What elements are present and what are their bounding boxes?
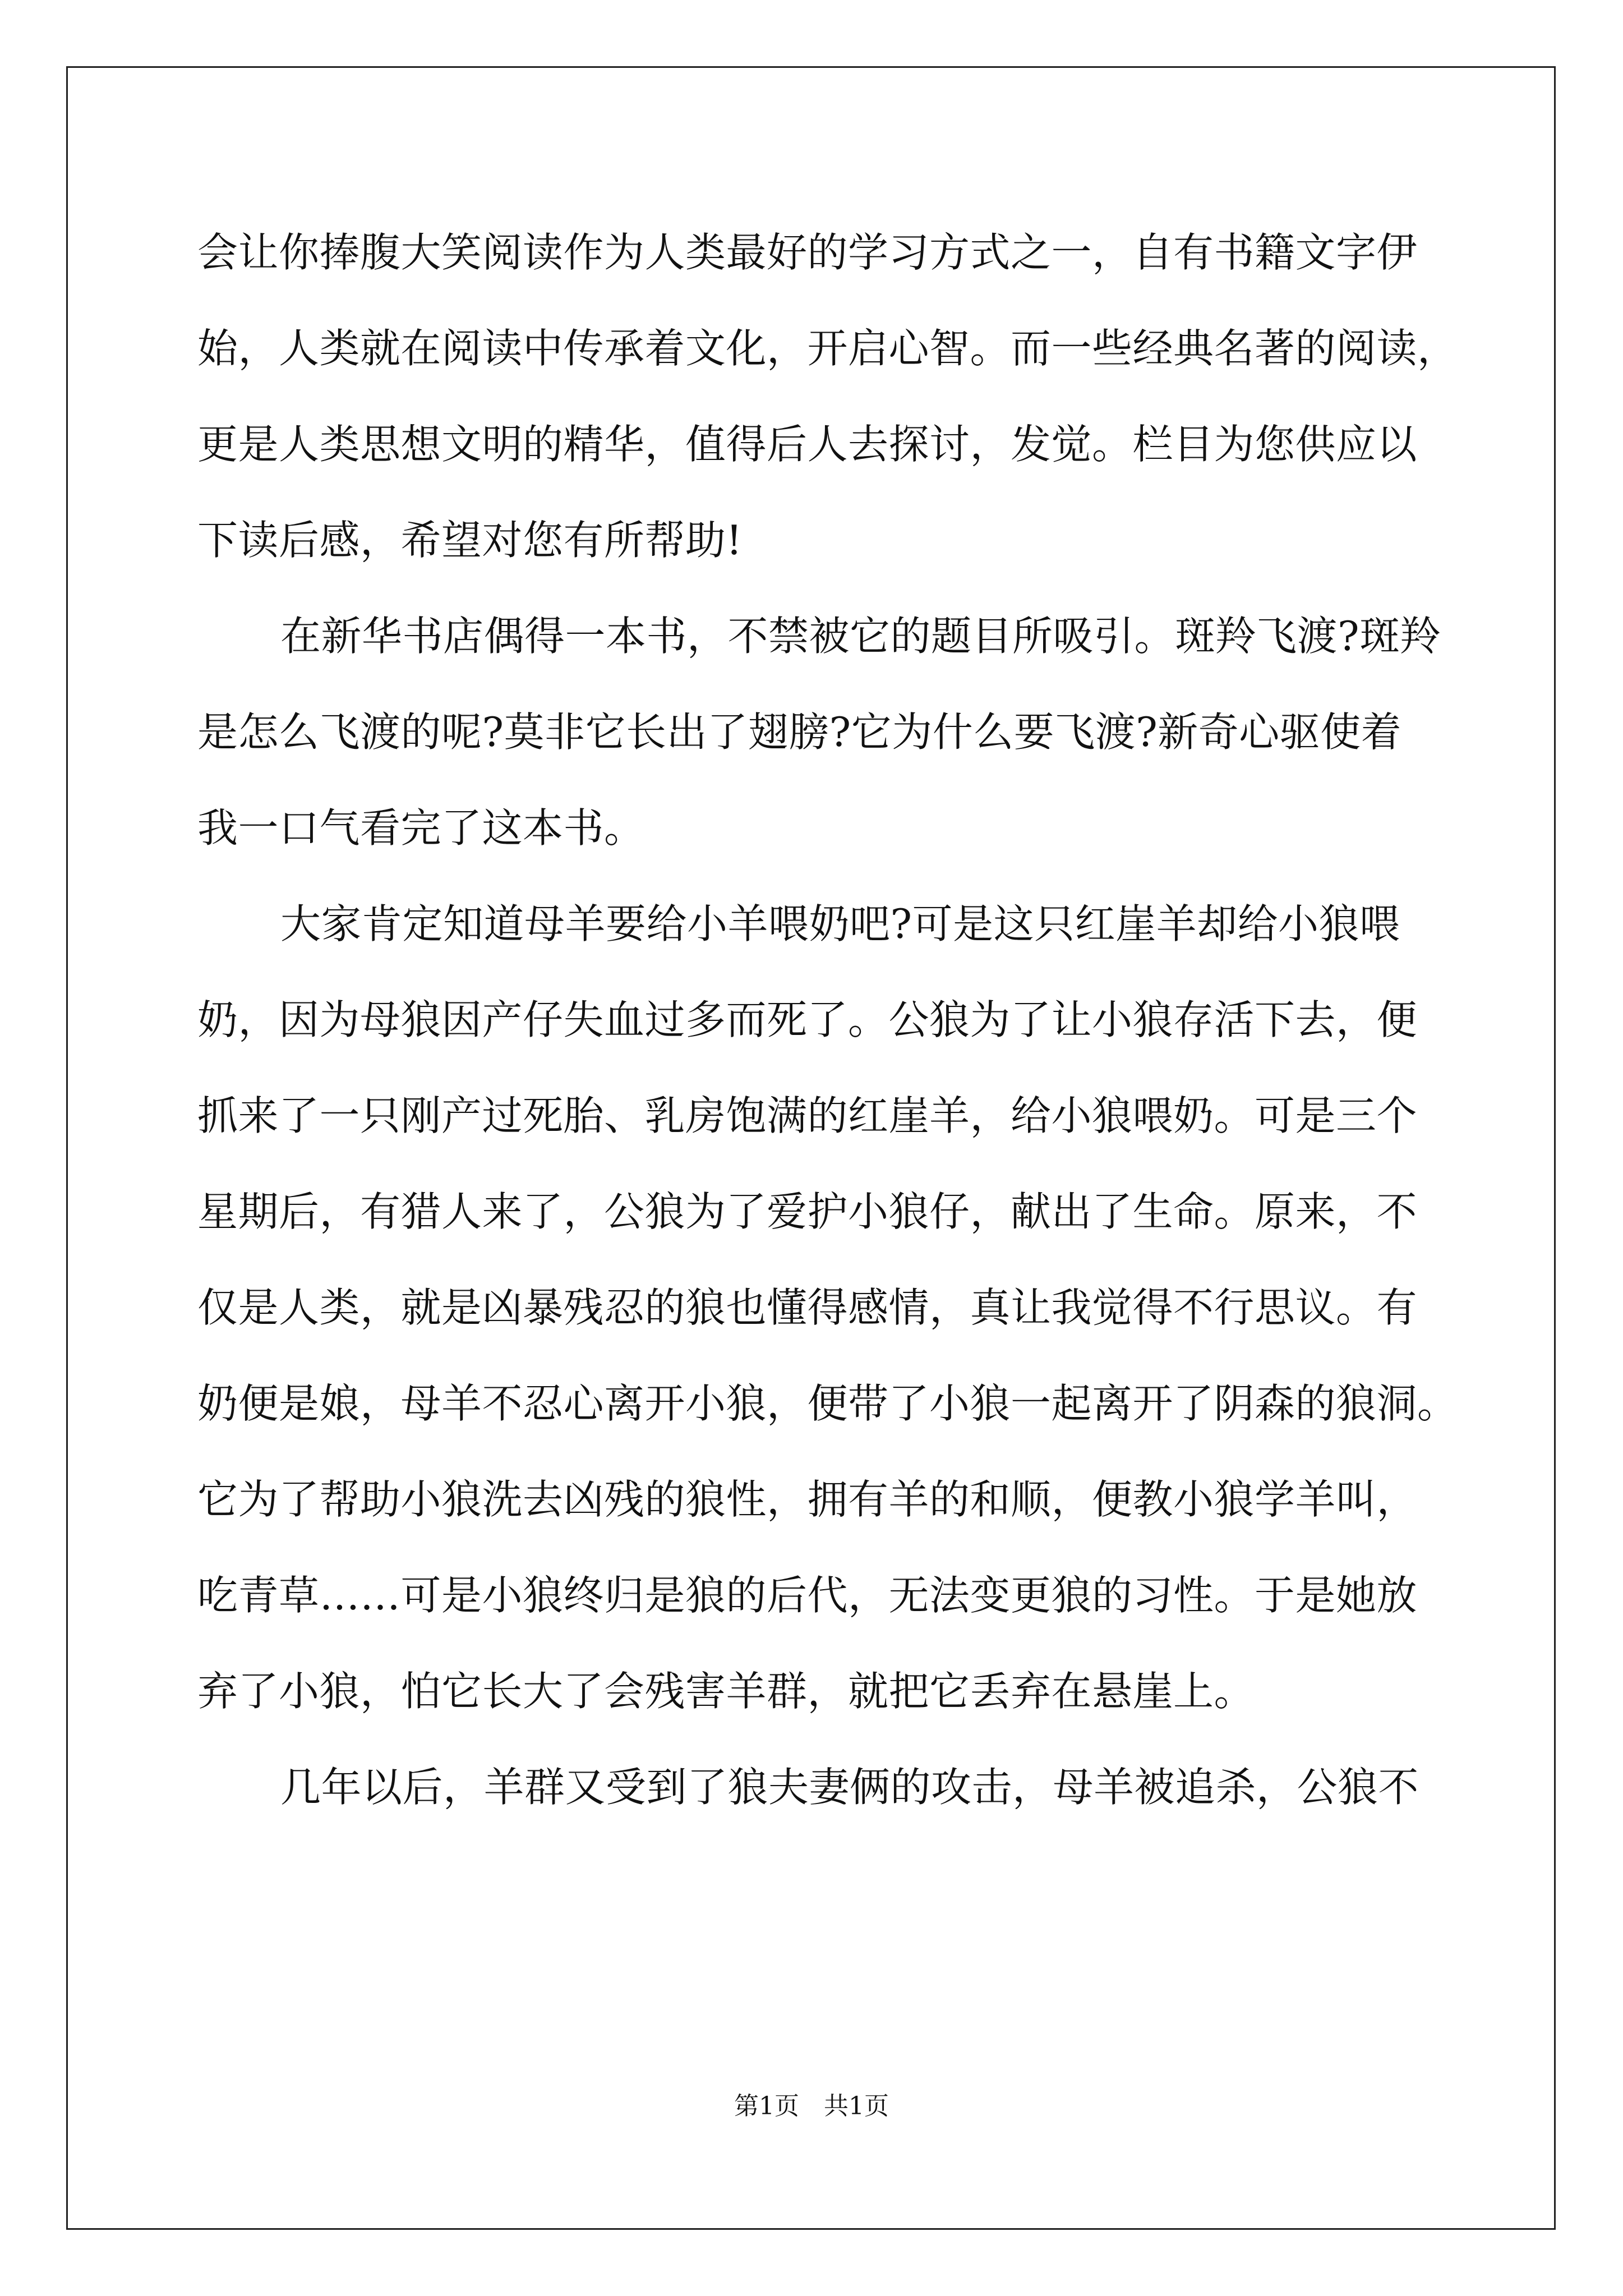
- text-line: 是怎么飞渡的呢?莫非它长出了翅膀?它为什么要飞渡?新奇心驱使着: [197, 708, 1402, 756]
- page-number: 第1页: [734, 2092, 799, 2120]
- text-line: 仅是人类，就是凶暴残忍的狼也懂得感情，真让我觉得不行思议。有: [197, 1284, 1418, 1331]
- page-footer: [0, 2090, 1623, 2123]
- text-line: 奶，因为母狼因产仔失血过多而死了。公狼为了让小狼存活下去，便: [197, 996, 1418, 1043]
- page-total: 共1页: [824, 2092, 889, 2120]
- text-line: 下读后感，希望对您有所帮助!: [197, 517, 743, 564]
- text-line: 吃青草……可是小狼终归是狼的后代，无法变更狼的习性。于是她放: [197, 1572, 1418, 1619]
- paragraph-first-line: 几年以后，羊群又受到了狼夫妻俩的攻击，母羊被追杀，公狼不: [280, 1764, 1419, 1811]
- text-line: 星期后，有猎人来了，公狼为了爱护小狼仔，献出了生命。原来，不: [197, 1188, 1418, 1235]
- text-line: 抓来了一只刚产过死胎、乳房饱满的红崖羊，给小狼喂奶。可是三个: [197, 1092, 1418, 1139]
- text-line: 它为了帮助小狼洗去凶残的狼性，拥有羊的和顺，便教小狼学羊叫，: [197, 1476, 1418, 1523]
- paragraph-first-line: 大家肯定知道母羊要给小羊喂奶吧?可是这只红崖羊却给小狼喂: [280, 900, 1400, 947]
- document-body: [197, 205, 1459, 1835]
- text-line: 更是人类思想文明的精华，值得后人去探讨，发觉。栏目为您供应以: [197, 421, 1418, 468]
- text-line: 会让你捧腹大笑阅读作为人类最好的学习方式之一，自有书籍文字伊: [197, 229, 1418, 276]
- text-line: 弃了小狼，怕它长大了会残害羊群，就把它丢弃在悬崖上。: [197, 1668, 1255, 1715]
- text-line: 始，人类就在阅读中传承着文化，开启心智。而一些经典名著的阅读，: [197, 325, 1458, 372]
- text-line: 我一口气看完了这本书。: [197, 804, 645, 852]
- text-line: 奶便是娘，母羊不忍心离开小狼，便带了小狼一起离开了阴森的狼洞。: [197, 1380, 1458, 1427]
- paragraph-first-line: 在新华书店偶得一本书，不禁被它的题目所吸引。斑羚飞渡?斑羚: [280, 613, 1441, 660]
